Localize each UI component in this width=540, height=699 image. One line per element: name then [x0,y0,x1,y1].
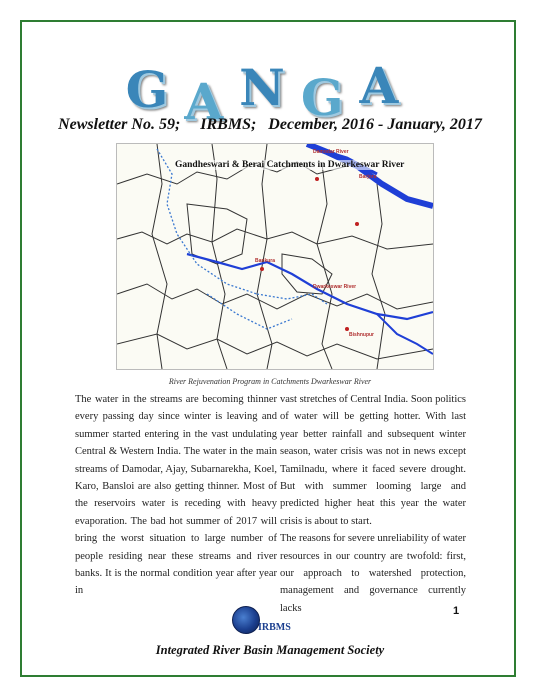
page-number: 1 [453,605,460,617]
main-rivers [187,144,433,354]
map-label-damodar: Damodar River [313,149,349,155]
catchment-boundaries [157,149,327,329]
map-label-bishnupur: Bishnupur [349,332,374,338]
district-boundaries [117,144,433,369]
masthead-letter: G [125,60,185,119]
article-column-right [280,391,466,617]
map-label-dwarkeswar: Dwarkeswar River [313,284,357,290]
article-column-left [75,391,277,600]
map-label-bankura: Bankura [255,258,276,264]
catchment-map [116,143,434,370]
masthead-letter: A [359,56,415,115]
map-drawing [117,144,433,369]
article-paragraph: vast stretches of Central India. Soon politics of water will be getting hotter. With last year better rainfall and subsequent winter season, water crisis was not in news except Tamilnadu, where it faced severe drought. But with summer looming large and predicted higher heat this year the water crisis is about to start. [280,394,466,527]
society-name: Integrated River Basin Management Society [155,643,385,657]
masthead-letter: N [239,58,301,117]
issue-line: Newsletter No. 59; IRBMS; December, 2016 - January, 2017 [58,116,482,133]
map-caption: River Rejuvenation Program in Catchments Dwarkeswar River [168,377,372,386]
article-paragraph: The water in the streams are becoming thinner every passing day since winter is leaving and summer started entering in the vast undulating Central & Western India. The water in the main streams of Damodar, Ajay, Subarnarekha, Koel, Karo, Bansloi are also getting thinner. Most of the reservoirs water is receding with heavy evaporation. The bad hot summer of 2017 will bring the worst situation to large number of people residing near these streams and river banks. It is the normal condition year after year in [75,394,277,597]
map-title: Gandheswari & Berai Catchments in Dwarkeswar River [175,160,405,170]
article-paragraph: The reasons for severe unreliability of water resources in our country are twofold: first, our approach to watershed protection, management and governance currently lacks [280,533,467,614]
irbms-logo-icon [232,606,260,634]
masthead-letter: A [184,72,240,131]
map-label-barjora: Barjora [359,174,377,180]
masthead-letter: G [300,68,360,127]
logo-text: IRBMS [258,622,291,633]
